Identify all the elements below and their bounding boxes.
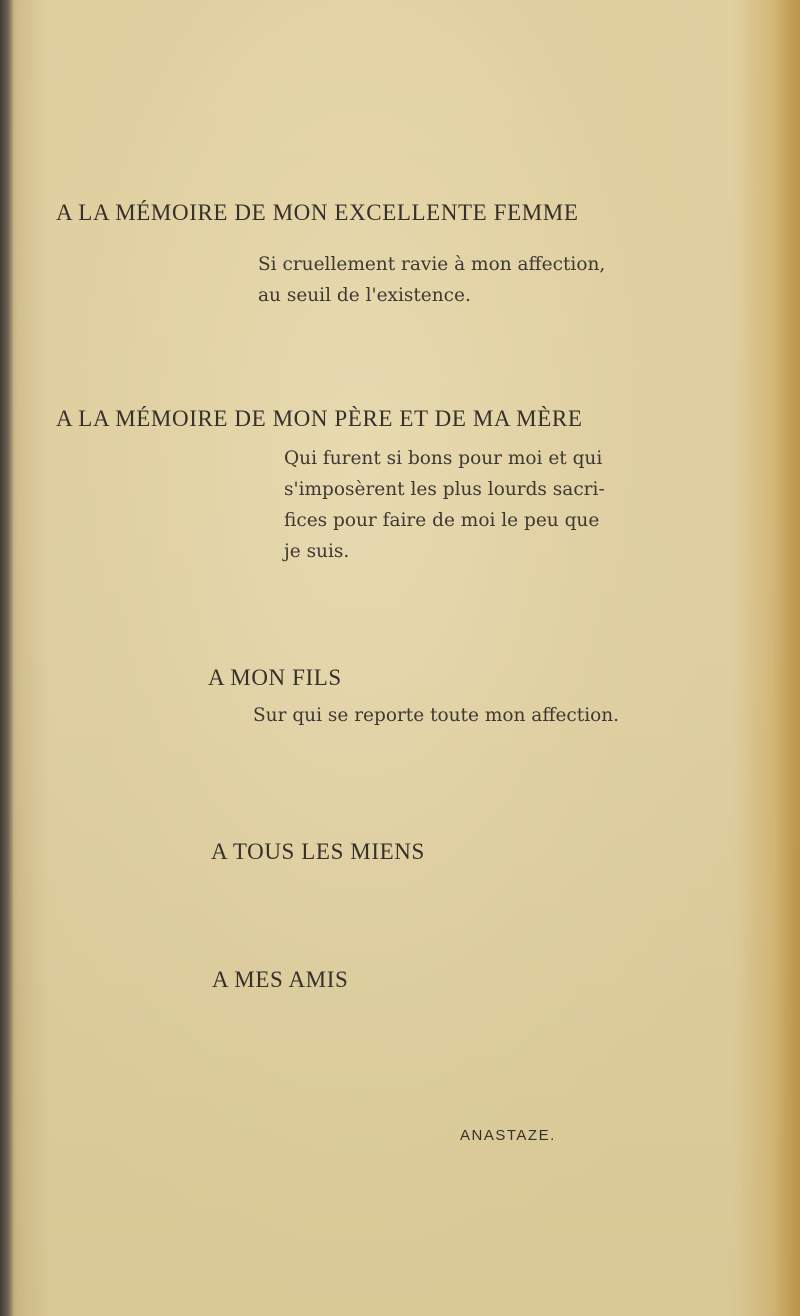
binding-edge [0, 0, 14, 1316]
author-signature: ANASTAZE. [460, 1127, 556, 1144]
dedication-line: je suis. [284, 541, 350, 562]
dedication-heading-parents: A LA MÉMOIRE DE MON PÈRE ET DE MA MÈRE [56, 406, 583, 431]
dedication-text-parents [284, 443, 605, 567]
dedication-text-son [253, 700, 619, 731]
dedication-line: Qui furent si bons pour moi et qui [284, 448, 603, 469]
dedication-line: Si cruellement ravie à mon affection, [258, 254, 606, 275]
dedication-heading-wife: A LA MÉMOIRE DE MON EXCELLENTE FEMME [56, 200, 579, 225]
dedication-heading-family: A TOUS LES MIENS [211, 839, 425, 864]
dedication-line: Sur qui se reporte toute mon affection. [253, 705, 620, 726]
dedication-heading-friends: A MES AMIS [212, 967, 349, 992]
dedication-line: au seuil de l'existence. [258, 285, 471, 306]
page-stain [740, 0, 800, 1316]
dedication-heading-son: A MON FILS [208, 665, 342, 690]
dedication-text-wife [258, 249, 605, 311]
dedication-line: fices pour faire de moi le peu que [284, 510, 600, 531]
dedication-line: s'imposèrent les plus lourds sacri- [284, 479, 605, 500]
